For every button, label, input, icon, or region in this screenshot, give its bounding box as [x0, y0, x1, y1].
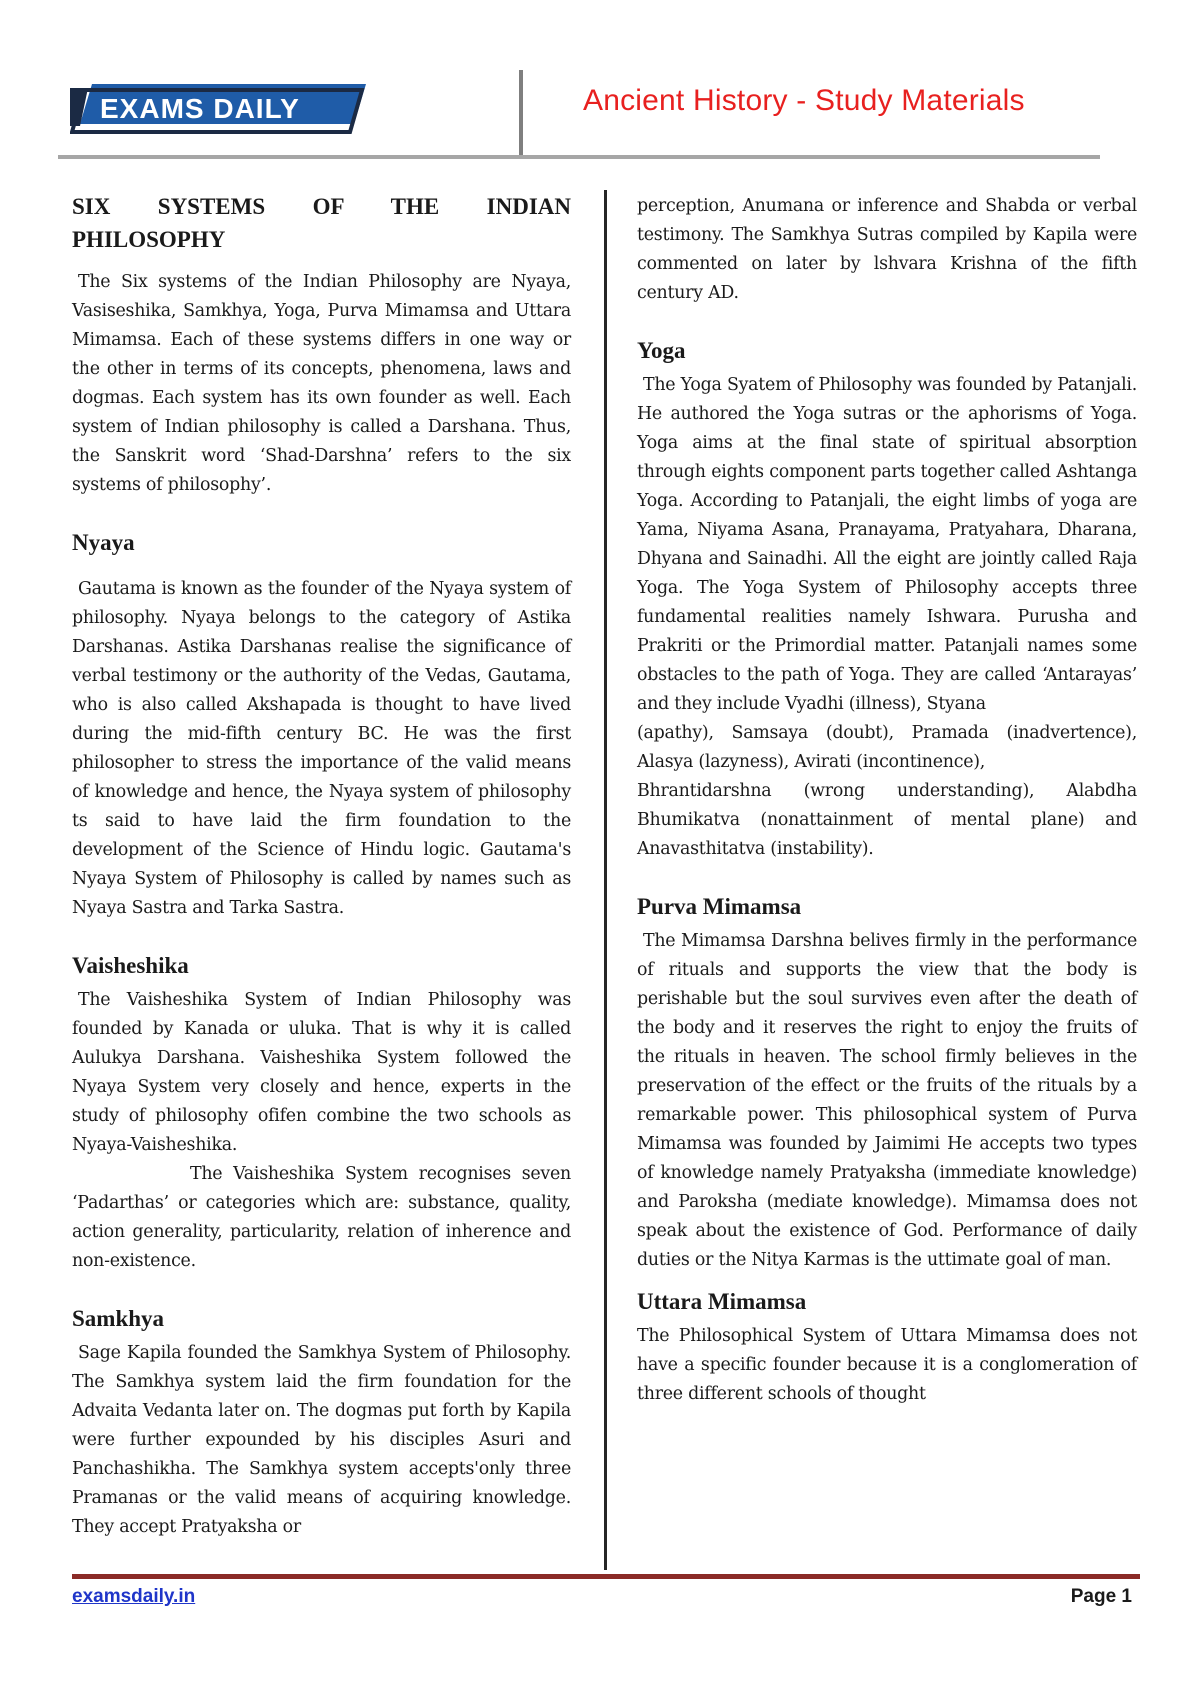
footer-rule	[72, 1574, 1140, 1579]
column-divider	[604, 190, 607, 1570]
samkhya-continued-paragraph: perception, Anumana or inference and Shabda or verbal testimony. The Samkhya Sutras compiled by Kapila were commented on later by lshvara Krishna of the fifth century AD.	[637, 196, 1137, 303]
header-rule	[58, 155, 1100, 159]
yoga-paragraph-2: (apathy), Samsaya (doubt), Pramada (inadvertence), Alasya (lazyness), Avirati (incontinence),	[637, 723, 1137, 772]
left-column	[72, 190, 571, 1542]
samkhya-paragraph: Sage Kapila founded the Samkhya System of Philosophy. The Samkhya system laid the firm foundation for the Advaita Vedanta later on. The dogmas put forth by Kapila were further expounded by his disciples Asuri and Panchashikha. The Samkhya system accepts'only three Pramanas or the valid means of acquiring knowledge. They accept Pratyaksha or	[72, 1343, 571, 1537]
footer-website-link[interactable]: examsdaily.in	[72, 1586, 196, 1607]
header-divider	[519, 70, 523, 156]
document-title: SIX SYSTEMS OF THE INDIAN PHILOSOPHY	[72, 194, 571, 252]
section-heading-yoga: Yoga	[637, 338, 686, 363]
page-number: Page 1	[1070, 1586, 1132, 1607]
yoga-paragraph-3: Bhrantidarshna (wrong understanding), Alabdha Bhumikatva (nonattainment of mental plane) and Anavasthitatva (instability).	[637, 781, 1137, 859]
vaisheshika-paragraph-2: The Vaisheshika System recognises seven ‘Padarthas’ or categories which are: substance, quality, action generality, particularity, relation of inherence and non-existence.	[72, 1164, 571, 1271]
logo-text: EXAMS DAILY	[100, 93, 300, 124]
section-heading-samkhya: Samkhya	[72, 1306, 165, 1331]
page-header-title: Ancient History - Study Materials	[583, 84, 1025, 117]
yoga-paragraph-1: The Yoga Syatem of Philosophy was founded by Patanjali. He authored the Yoga sutras or the aphorisms of Yoga. Yoga aims at the final state of spiritual absorption through eights component parts together called Ashtanga Yoga. According to Patanjali, the eight limbs of yoga are Yama, Niyama Asana, Pranayama, Pratyahara, Dharana, Dhyana and Sainadhi. All the eight are jointly called Raja Yoga. The Yoga System of Philosophy accepts three fundamental realities namely Ishwara. Purusha and Prakriti or the Primordial matter. Patanjali names some obstacles to the path of Yoga. They are called ‘Antarayas’ and they include Vyadhi (illness), Styana	[637, 375, 1137, 714]
section-heading-uttara-mimamsa: Uttara Mimamsa	[637, 1289, 807, 1314]
purva-mimamsa-paragraph: The Mimamsa Darshna belives firmly in the performance of rituals and supports the view that the body is perishable but the soul survives even after the death of the body and it reserves the right to enjoy the fruits of the rituals in heaven. The school firmly believes in the preservation of the effect or the fruits of the rituals by a remarkable power. This philosophical system of Purva Mimamsa was founded by Jaimimi He accepts two types of knowledge namely Pratyaksha (immediate knowledge) and Paroksha (mediate knowledge). Mimamsa does not speak about the existence of God. Performance of daily duties or the Nitya Karmas is the uttimate goal of man.	[637, 931, 1137, 1270]
vaisheshika-paragraph-1: The Vaisheshika System of Indian Philosophy was founded by Kanada or uluka. That is why it is called Aulukya Darshana. Vaisheshika System followed the Nyaya System very closely and hence, experts in the study of philosophy ofifen combine the two schools as Nyaya-Vaisheshika.	[72, 990, 571, 1155]
section-heading-vaisheshika: Vaisheshika	[72, 953, 189, 978]
intro-paragraph: The Six systems of the Indian Philosophy are Nyaya, Vasiseshika, Samkhya, Yoga, Purva Mimamsa and Uttara Mimamsa. Each of these systems differs in one way or the other in terms of its concepts, phenomena, laws and dogmas. Each system has its own founder as well. Each system of Indian philosophy is called a Darshana. Thus, the Sanskrit word ‘Shad-Darshna’ refers to the six systems of philosophy’.	[72, 272, 571, 495]
section-heading-nyaya: Nyaya	[72, 530, 135, 555]
right-column	[637, 192, 1137, 1409]
section-heading-purva-mimamsa: Purva Mimamsa	[637, 894, 802, 919]
exams-daily-logo	[70, 78, 370, 148]
nyaya-paragraph: Gautama is known as the founder of the Nyaya system of philosophy. Nyaya belongs to the category of Astika Darshanas. Astika Darshanas realise the significance of verbal testimony or the authority of the Vedas, Gautama, who is also called Akshapada is thought to have lived during the mid-fifth century BC. He was the first philosopher to stress the importance of the valid means of knowledge and hence, the Nyaya system of philosophy ts said to have laid the firm foundation to the development of the Science of Hindu logic. Gautama's Nyaya System of Philosophy is called by names such as Nyaya Sastra and Tarka Sastra.	[72, 579, 571, 918]
uttara-mimamsa-paragraph: The Philosophical System of Uttara Mimamsa does not have a specific founder because it is a conglomeration of three different schools of thought	[637, 1326, 1137, 1404]
